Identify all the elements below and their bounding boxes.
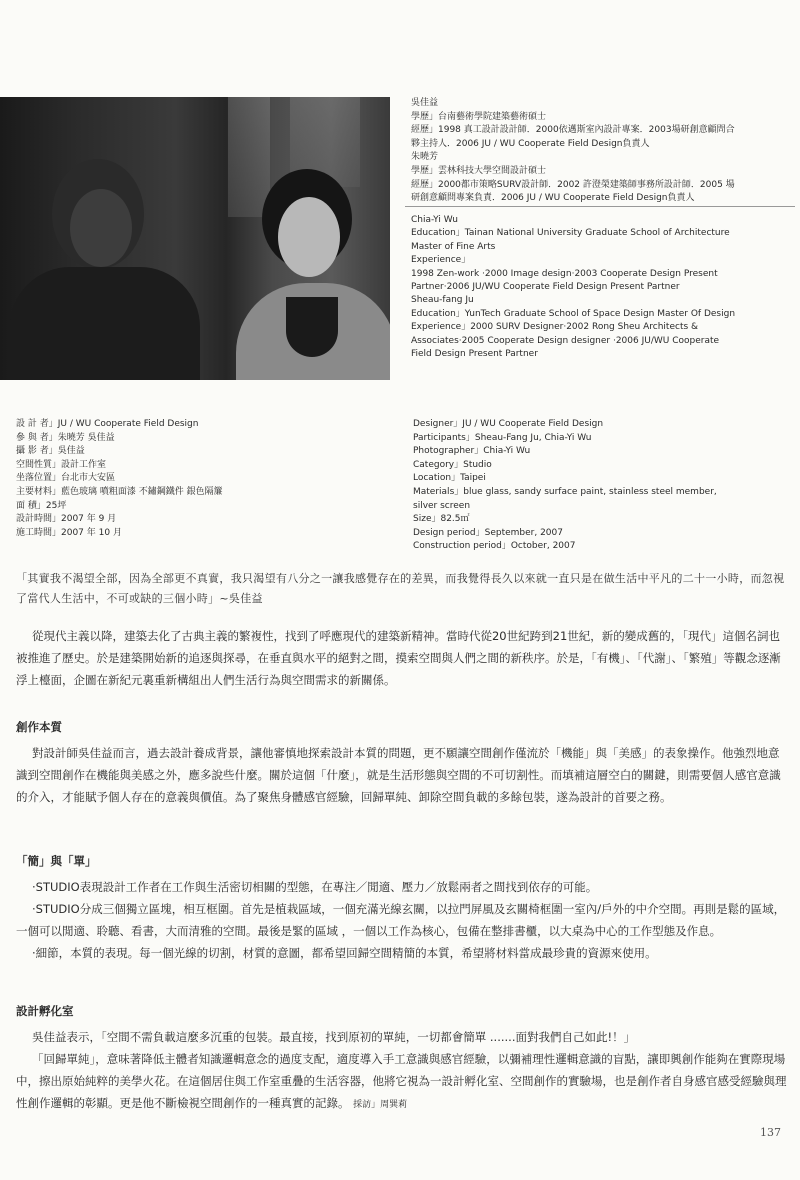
- bio-english: [411, 214, 791, 361]
- bio-en-line: Master of Fine Arts: [411, 241, 496, 252]
- section-heading: 設計孵化室: [16, 1004, 74, 1018]
- bullet-item: ‧STUDIO分成三個獨立區塊，相互框圍。首先是植栽區域，一個充滿光線玄關，以拉門屏風及玄關椅框圍一室內/戶外的中介空間。再則是鬆的區域，一個可以閒適、聆聽、看書，大而清雅的空間。最後是緊的區域 ，一個以工作為核心，包備在整排書櫃，以大桌為中心的工作型態及作息。: [16, 902, 786, 938]
- section-creative-essence: [16, 716, 788, 808]
- credit-line: Materials」blue glass, sandy surface paint, stainless steel member,: [413, 486, 717, 497]
- section-heading: 「簡」與「單」: [16, 854, 97, 868]
- bio-en-line: Education」YunTech Graduate School of Space Design Master Of Design: [411, 308, 736, 319]
- credit-line: Construction period」October, 2007: [413, 541, 576, 552]
- bio-cn-line: 經歷」2000都市策略SURV設計師．2002 許澄榮建築師事務所設計師．2005 場: [411, 179, 735, 190]
- credit-line: Design period」September, 2007: [413, 527, 563, 538]
- credit-line: Size」82.5㎡: [413, 514, 470, 525]
- bullet-item: ‧細節，本質的表現。每一個光線的切割，材質的意圖，都希望回歸空間精簡的本質，希望將材料當成最珍貴的資源來使用。: [32, 946, 657, 960]
- bio-en-line: Partner‧2006 JU/WU Cooperate Field Design Present Partner: [411, 282, 680, 293]
- designer-quote: 「其實我不渴望全部，因為全部更不真實，我只渴望有八分之一讓我感覺存在的差異，而我覺得長久以來就一直只是在做生活中平凡的二十一小時，而忽視了當代人生活中，不可或缺的三個小時」~吳佳益: [16, 572, 785, 605]
- bio-chinese: [411, 97, 791, 206]
- bio-en-line: Field Design Present Partner: [411, 349, 538, 360]
- credit-line: 空間性質」設計工作室: [16, 459, 107, 470]
- credit-line: Photographer」Chia-Yi Wu: [413, 446, 531, 457]
- section-paragraph: 對設計師吳佳益而言，過去設計養成背景，讓他審慎地探索設計本質的問題，更不願讓空間創作僅流於「機能」與「美感」的表象操作。他強烈地意識到空間創作在機能與美感之外，應多說些什麼。關於這個「什麼」，就是生活形態與空間的不可切割性。而填補這層空白的關鍵，則需要個人感官意識的介入，才能賦予個人存在的意義與價值。為了聚焦身體感官經驗，回歸單純、卸除空間負載的多餘包裝，遂為設計的首要之務。: [16, 746, 781, 804]
- credit-line: 設計時間」2007 年 9 月: [16, 514, 117, 525]
- section-paragraph-text: 「回歸單純」，意味著降低主體者知識邏輯意念的過度支配，適度導入手工意識與感官經驗，以彌補理性邏輯意識的盲點，讓即興創作能夠在實際現場中，擦出原始純粹的美學火花。在這個居住與工作室重疊的生活容器，他將它視為一設計孵化室、空間創作的實驗場，也是創作者自身感官感受經驗與理性創作邏輯的彰顯。更是他不斷檢視空間創作的一種真實的記錄。: [16, 1052, 787, 1110]
- bio-cn-line: 經歷」1998 真工設計設計師．2000依邁斯室內設計專案．2003場研創意顧問合: [411, 125, 735, 136]
- bio-cn-line: 朱曉芳: [411, 152, 439, 163]
- article-intro: [16, 625, 788, 691]
- interview-credit: 採訪」周巽莉: [353, 1100, 408, 1110]
- credit-line: 攝 影 者」吳佳益: [16, 446, 85, 457]
- bio-en-line: Sheau-fang Ju: [411, 295, 474, 306]
- credit-line: Participants」Sheau-Fang Ju, Chia-Yi Wu: [413, 432, 592, 443]
- bio-en-line: Experience」: [411, 255, 471, 266]
- credit-line: Location」Taipei: [413, 473, 486, 484]
- section-paragraph: 吳佳益表示，「空間不需負載這麼多沉重的包裝。最直接，找到原初的單純，一切都會簡單 .......面對我們自己如此!！」: [32, 1030, 636, 1044]
- bio-en-line: Education」Tainan National University Graduate School of Architecture: [411, 228, 730, 239]
- section-paragraph: [16, 1048, 788, 1116]
- project-credits-english: [413, 418, 793, 554]
- section-heading: 創作本質: [16, 720, 62, 734]
- intro-paragraph: 從現代主義以降，建築去化了古典主義的繁複性，找到了呼應現代的建築新精神。當時代從20世紀跨到21世紀，新的變成舊的，「現代」這個名詞也被推進了歷史。於是建築開始新的追逐與探尋，在垂直與水平的絕對之間，摸索空間與人們之間的新秩序。於是，「有機」、「代謝」、「繁殖」等觀念逐漸浮上檯面，企圖在新紀元裏重新構組出人們生活行為與空間需求的新關係。: [16, 629, 781, 687]
- credit-line: 主要材料」藍色玻璃 噴粗面漆 不鏽鋼鐵件 銀色隔簾: [16, 486, 223, 497]
- credit-line: 坐落位置」台北市大安區: [16, 473, 116, 484]
- section-incubator: [16, 1000, 788, 1116]
- bio-cn-line: 學歷」雲林科技大學空間設計碩士: [411, 165, 547, 176]
- project-credits-chinese: [16, 418, 396, 540]
- bio-en-line: Associates‧2005 Cooperate Design designer ‧2006 JU/WU Cooperate: [411, 335, 720, 346]
- bio-en-line: 1998 Zen-work ‧2000 Image design‧2003 Cooperate Design Present: [411, 268, 718, 279]
- bio-cn-line: 學歷」台南藝術學院建築藝術碩士: [411, 111, 547, 122]
- credit-line: 參 與 者」朱曉芳 吳佳益: [16, 432, 115, 443]
- credit-line: 設 計 者」JU / WU Cooperate Field Design: [16, 419, 199, 429]
- section-simple: [16, 850, 788, 964]
- bio-cn-line: 研創意顧問專案負責．2006 JU / WU Cooperate Field Design負責人: [411, 193, 695, 204]
- bio-cn-line: 夥主持人．2006 JU / WU Cooperate Field Design負責人: [411, 138, 650, 149]
- credit-line: Category」Studio: [413, 459, 492, 470]
- bio-en-line: Experience」2000 SURV Designer‧2002 Rong Sheu Architects &: [411, 322, 699, 333]
- bio-en-line: Chia-Yi Wu: [411, 215, 459, 225]
- credit-line: silver screen: [413, 500, 471, 511]
- credit-line: Designer」JU / WU Cooperate Field Design: [413, 419, 604, 429]
- bullet-item: ‧STUDIO表現設計工作者在工作與生活密切相關的型態，在專注／閒適、壓力／放鬆兩者之間找到依存的可能。: [32, 880, 598, 894]
- bio-cn-line: 吳佳益: [411, 98, 439, 108]
- page-number: 137: [760, 1126, 781, 1139]
- credit-line: 施工時間」2007 年 10 月: [16, 527, 122, 538]
- bio-divider: [405, 206, 795, 207]
- credit-line: 面 積」25坪: [16, 500, 67, 511]
- designers-photo: [0, 97, 390, 380]
